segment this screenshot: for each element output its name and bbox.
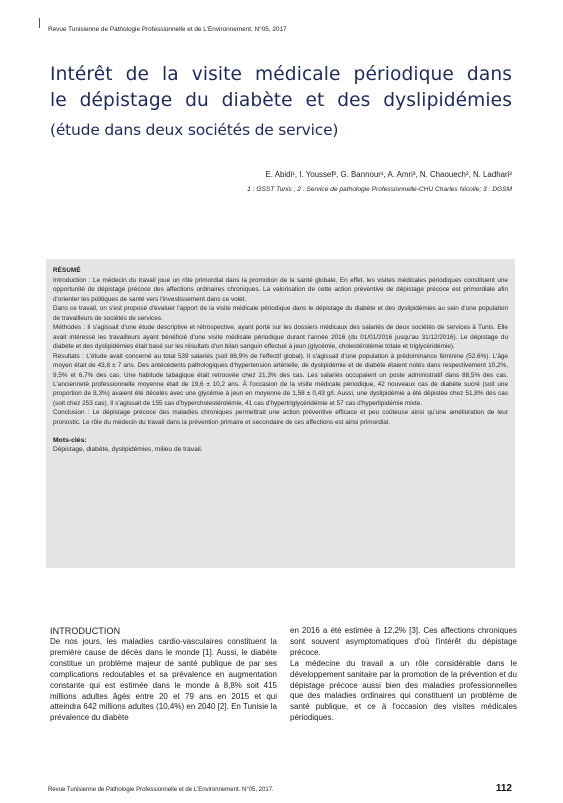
title-line-1: Intérêt de la visite médicale périodique dans — [50, 64, 512, 85]
abstract-body — [53, 276, 508, 427]
crop-mark — [39, 18, 40, 28]
abstract-conclusion: Conclusion : Le dépistage précoce des maladies chroniques permettrait une action préventive efficace et peu coûteuse ainsi qu'une amélioration de leur pronostic. Le rôle du médecin du travail dans la prévention primaire et secondaire de ces affections est ainsi primordial. — [53, 409, 508, 426]
abstract-box — [46, 259, 515, 568]
introduction-paragraph-2: La médecine du travail a un rôle considérable dans le développement sanitaire par la promotion de la prévention et du dépistage précoce aussi bien des maladies professionnelles que des maladies ordinaires qui constituent un problème de santé publique, et ce à l'occasion des visites médicales périodiques. — [290, 658, 517, 723]
introduction-paragraph-1: De nos jours, les maladies cardio-vasculaires constituent la première cause de décès dans le monde [1]. Aussi, le diabète constitue un problème majeur de santé publique de par ses complications redoutables et sa prévalence en augmentation constante qui est estimée dans le monde à 8,8% soit 415 millions adultes âgés entre 20 et 79 ans en 2015 et qui atteindra 642 millions adultes (10,4%) en 2040 [2]. En Tunisie la prévalence du diabète — [50, 637, 277, 723]
running-header: Revue Tunisienne de Pathologie Professionnelle et de L'Environnement. N°05, 2017 — [48, 26, 287, 33]
authors-line: E. Abidi¹, I. Youssef², G. Bannour¹, A. Amri³, N. Chaouech², N. Ladhari² — [265, 170, 512, 179]
running-footer: Revue Tunisienne de Pathologie Professionnelle et de L'Environnement. N°05, 2017. — [48, 787, 274, 793]
abstract-heading: RÉSUMÉ — [53, 267, 81, 274]
abstract-methods: Méthodes : Il s'agissait d'une étude descriptive et rétrospective, ayant porté sur les dossiers médicaux des salariés de deux sociétés de services à Tunis. Elle avait intéressé les travailleurs ayant bénéficié d'une visite médicale périodique durant l'année 2016 (du 01/01/2016 jusqu'au 31/12/2016). Le dépistage du diabète et des dyslipidémies était basé sur les résultats d'un bilan sanguin effectué à jeun (glycémie, cholestérolémie totale et triglycéridémie). — [53, 324, 508, 351]
page-number: 112 — [495, 783, 512, 794]
body-column-right — [290, 626, 517, 724]
introduction-paragraph-1-continued: en 2016 a été estimée à 12,2% [3]. Ces affections chroniques sont souvent asymptomatiques d'où l'intérêt du dépistage précoce. — [290, 626, 517, 657]
abstract-introduction: Introduction : Le médecin du travail joue un rôle primordial dans la promotion de la santé globale. En effet, les visites médicales périodiques constituent une opportunité de dépistage précoce des affections ordinaires chroniques. La valorisation de cette action préventive de dépistage précoce est primordiale afin d'orienter les politiques de santé vers l'investissement dans ce volet. — [53, 277, 508, 303]
keywords-heading: Mots-clés: — [53, 437, 87, 445]
affiliations-line: 1 : GSST Tunis ; 2 : Service de pathologie Professionnelle-CHU Charles Nicolle; 3 : DGSM — [247, 186, 512, 193]
introduction-heading: INTRODUCTION — [50, 626, 121, 636]
article-subtitle: (étude dans deux sociétés de service) — [50, 121, 339, 139]
abstract-results: Résultats : L'étude avait concerné au total 539 salariés (soit 86,9% de l'effectif global). Il s'agissait d'une population à prédominance féminine (52,6%). L'âge moyen était de 43,8 ± 7 ans. Des antécédents pathologiques d'hypertension artérielle, de dyslipidémie et de diabète étaient notés dans respectivement 10,2%, 9,5% et 6,7% des cas. Une habitude tabagique était retrouvée chez 21,3% des cas. Les salariés occupaient un poste administratif dans 88,5% des cas. L'ancienneté professionnelle moyenne était de 19,6 ± 10,2 ans. À l'occasion de la visite médicale périodique, 42 nouveaux cas de diabète sucré (soit une proportion de 8,3%) avaient été décelés avec une glycémie à jeun en moyenne de 1,58 ± 0,43 g/l. Aussi, une dyslipidémie a été dépistée chez 51,8% des cas (soit chez 253 cas). Il s'agissait de 155 cas d'hypercholestérolémie, 41 cas d'hypertriglycéridémie et 57 cas d'hyperlipidémie mixte. — [53, 352, 508, 407]
abstract-objective: Dans ce travail, on s'est proposé d'évaluer l'apport de la visite médicale périodique dans le dépistage du diabète et des dyslipidémies au sein d'une population de travailleurs de sociétés de services. — [53, 305, 508, 322]
body-column-left — [50, 626, 277, 724]
article-title — [50, 62, 512, 114]
keywords-list: Dépistage, diabète, dyslipidémies, milieu de travail. — [53, 446, 203, 454]
title-line-2: le dépistage du diabète et des dyslipidémies — [50, 90, 512, 111]
